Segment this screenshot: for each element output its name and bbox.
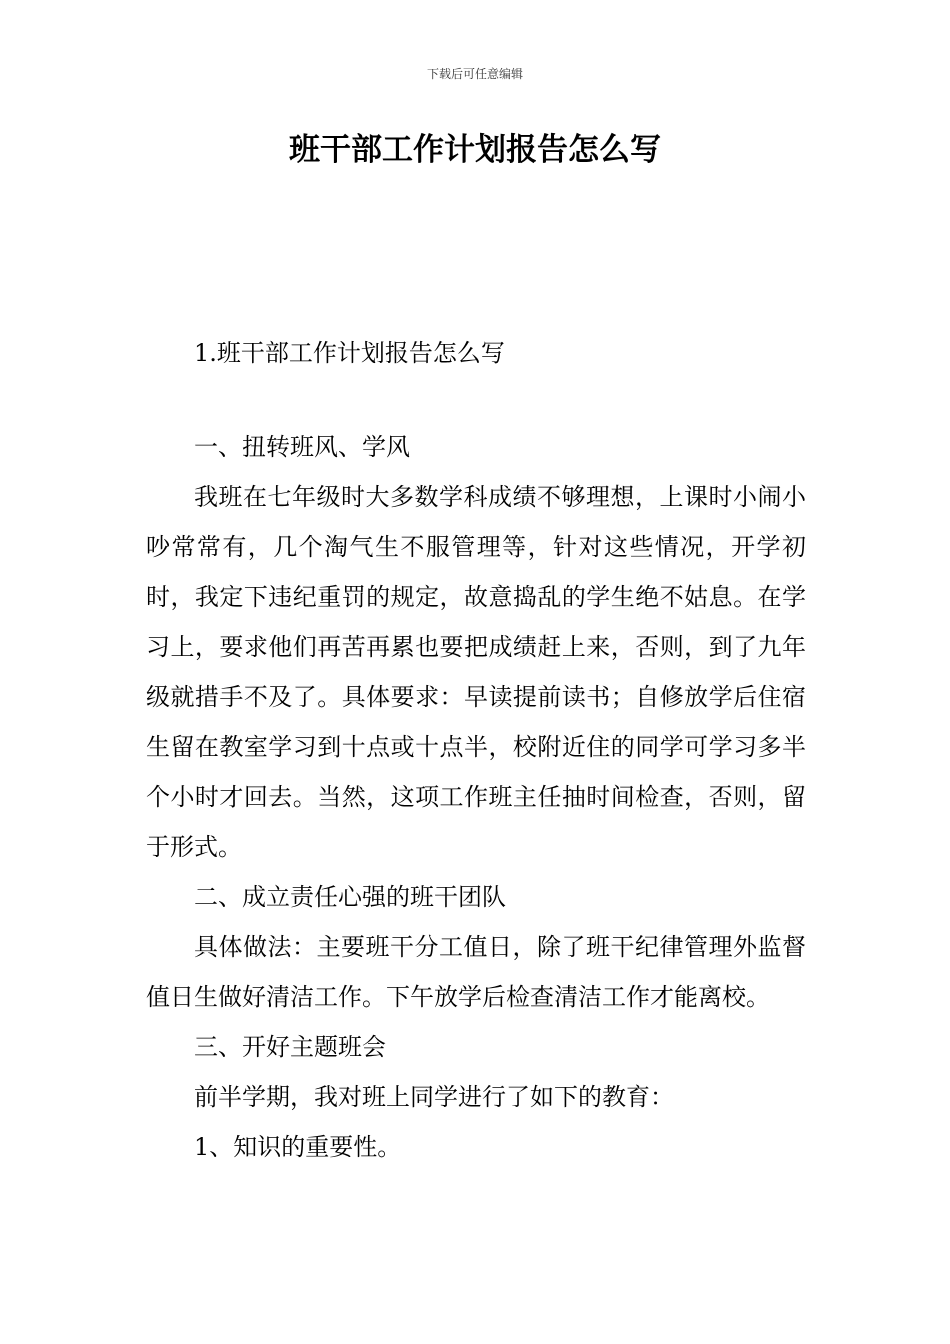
list-item-1: 1、知识的重要性。 <box>194 1133 402 1161</box>
header-note: 下载后可任意编辑 <box>426 67 523 81</box>
paragraph-3: 前半学期，我对班上同学进行了如下的教育： <box>194 1083 674 1111</box>
paragraph-1: 我班在七年级时大多数学科成绩不够理想，上课时小闹小吵常常有，几个淘气生不服管理等，针对这些情况，开学初时，我定下违纪重罚的规定，故意捣乱的学生绝不姑息。在学习上，要求他们再苦再累也要把成绩赶上来，否则，到了九年级就措手不及了。具体要求：早读提前读书；自修放学后住宿生留在教室学习到十点或十点半，校附近住的同学可学习多半个小时才回去。当然，这项工作班主任抽时间检查，否则，留于形式。 <box>146 483 806 861</box>
subheading-3: 三、开好主题班会 <box>194 1033 386 1061</box>
paragraph-2: 具体做法：主要班干分工值日，除了班干纪律管理外监督值日生做好清洁工作。下午放学后检查清洁工作才能离校。 <box>146 933 806 1011</box>
document-body <box>146 328 806 1172</box>
subheading-2: 二、成立责任心强的班干团队 <box>194 883 506 911</box>
subheading-1: 一、扭转班风、学风 <box>194 433 410 461</box>
section-heading-1: 1.班干部工作计划报告怎么写 <box>194 339 505 367</box>
document-title: 班干部工作计划报告怎么写 <box>289 132 661 168</box>
